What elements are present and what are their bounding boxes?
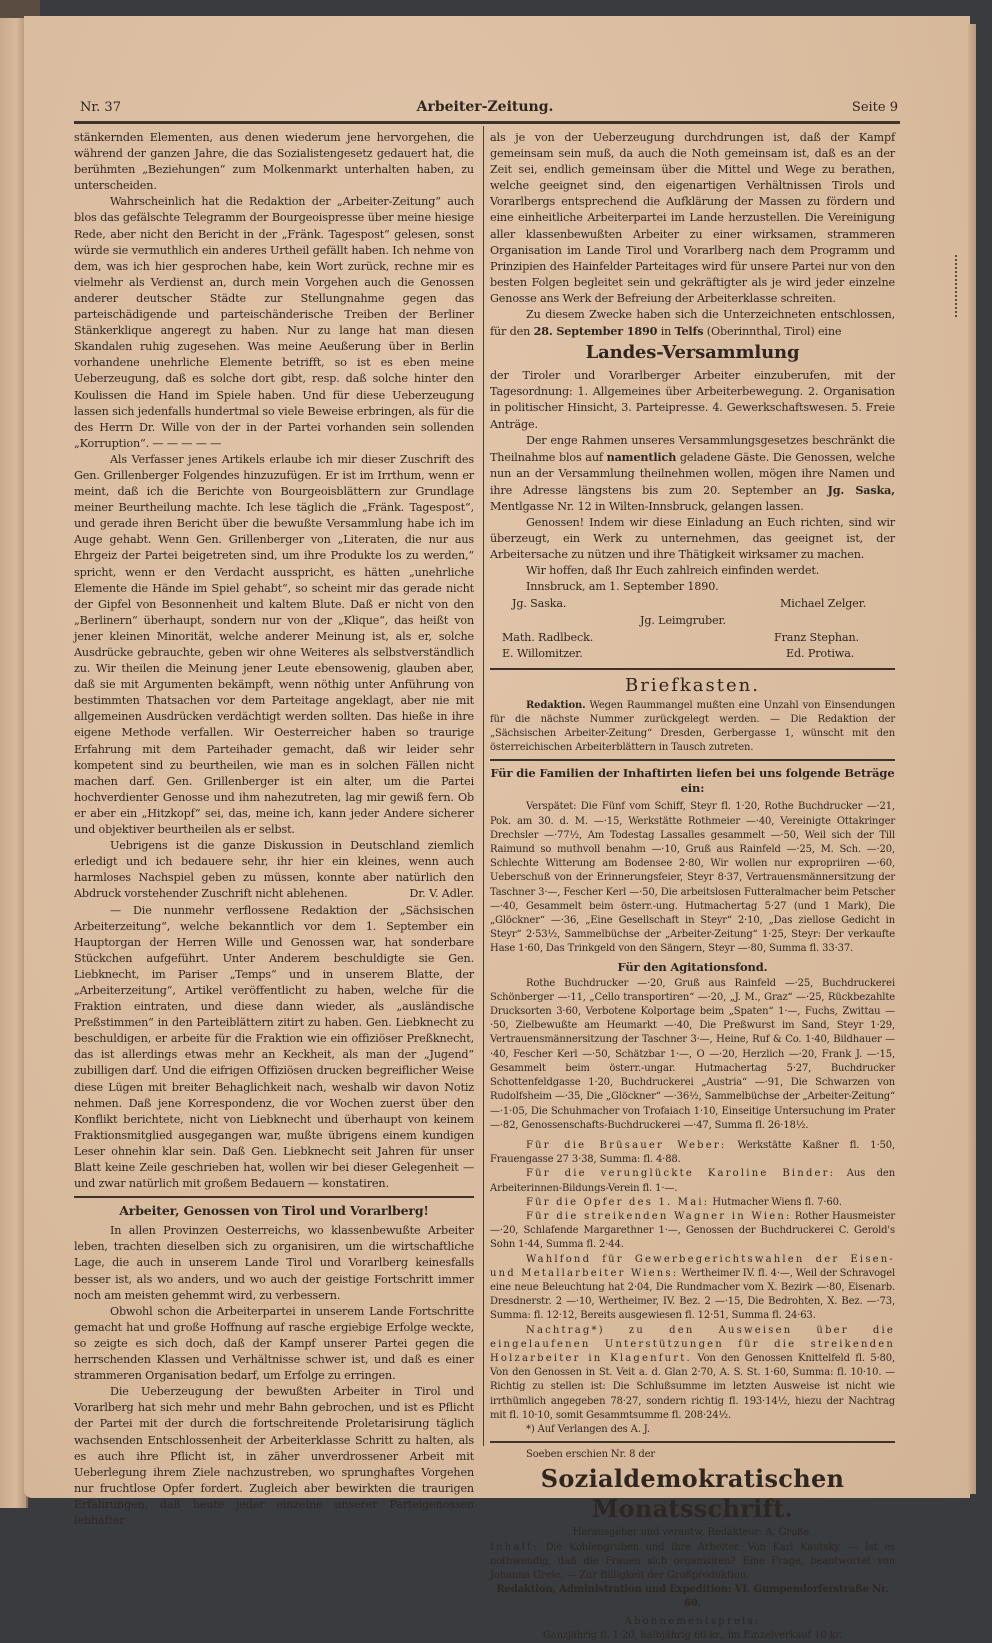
donation-entry: Für die Brüsauer Weber: Werkstätte Kaßner fl. 1·50, Frauengasse 27 3·38, Summa: fl. 4·88. <box>490 1139 895 1166</box>
participation-notice: Der enge Rahmen unseres Versammlungsgesetzes beschränkt die Theilnahme blos auf namentlich geladene Gäste. Die Genossen, welche nun an der Versammlung theilnehmen wollen, mögen ihre Namen und ihre Adresse längstens bis zum 20. September an Jg. Saska, Mentlgasse Nr. 12 in Wilten-Innsbruck, gelangen lassen. <box>490 433 896 513</box>
advert-editor: Herausgeber und verantw. Redakteur: A. Große. <box>572 1527 813 1539</box>
issue-number: Nr. 37 <box>80 100 121 115</box>
contact-name: Jg. Saska, <box>827 482 896 497</box>
advert-title: Sozialdemokratischen Monatsschrift. <box>540 1464 845 1524</box>
signatory: Ed. Protiwa. <box>786 646 855 660</box>
briefkasten-text: Redaktion. Wegen Raummangel mußten eine Unzahl von Einsendungen für die nächste Nummer zurückgelegt werden. — Die Redaktion der „Sächsischen Arbeiter-Zeitung“ Dresden, Gerbergasse 1, wünscht mit den österreichischen Arbeiterblättern in Tausch zutreten. <box>490 699 895 754</box>
article-paragraph: Wahrscheinlich hat die Redaktion der „Arbeiter-Zeitung“ auch blos das gefälschte Telegramm der Bourgeoispresse über meine hiesige Rede, aber nicht den Bericht in der „Fränk. Tagespost“ gelesen, sonst würde sie vermuthlich ein anderes Urtheil gefällt haben. Ich nehme von dem, was ich hier gesprochen habe, kein Wort zurück, rechne mir es vielmehr als Verdienst an, durch mein Vorgehen auch die Genossen anderer deutscher Städte zur Stellungnahme gegen das parteischädigende und parteischänderische Treiben der Berliner Stänkerklique angeregt zu haben. Nur zu lange hat man diesen Skandalen ruhig zugesehen. Was meine Aeußerung über in Berlin vorhandene unehrliche Elemente betrifft, so ist es eben meine Ueberzeugung, daß es solche dort gibt, resp. daß solche hinter den Koulissen die Hand im Spiele haben. Und für diese Ueberzeugung lassen sich jedenfalls hundertmal so viele Beweise erbringen, als für die des Herrn Dr. Wille von der in der Partei vorhanden sein sollenden „Korruption“. — — — — — <box>74 195 474 450</box>
families-heading: Für die Familien der Inhaftirten liefen bei uns folgende Beträge ein: <box>490 766 895 796</box>
donation-entry: Für die verunglückte Karoline Binder: Aus den Arbeiterinnen-Bildungs-Verein fl. 1·—. <box>490 1168 895 1194</box>
assembly-agenda: der Tiroler und Vorarlberger Arbeiter einzuberufen, mit der Tagesordnung: 1. Allgemeines über Arbeiterbewegung. 2. Organisation in politischer Hinsicht, 3. Parteipresse. 4. Gewerkschaftswesen. 5. Freie Anträge. <box>490 369 895 431</box>
section-rule <box>490 1441 895 1443</box>
margin-mark <box>955 255 961 317</box>
agitation-donations: Rothe Buchdrucker —·20, Gruß aus Rainfeld —·25, Buchdruckerei Schönberger —·11, „Cello transportiren“ —·20, „J. M., Graz“ —·25, Rückbezahlte Drucksorten 3·60, Verbotene Kolportage beim „Spaten“ 1·—, Fuchs, Zwittau —·50, Zielbewußte am Heumarkt —·40, Die Preßwurst im Sand, Steyr 1·29, Vertrauensmännersitzung der Taschner 3·—, Heine, Ruf & Co. 1·40, Bildhauer —·40, Fescher Kerl —·50, Schätzbar 1·—, O —·20, Herzlich —·20, Frank J. —·15, Gesammelt beim österr.-ungar. Hutmachertag 5·27, Buchdrucker Schottenfeldgasse 1·20, Buchdruckerei „Austria“ —·91, Die Schwarzen von Rudolfsheim —·35, Die „Glöckner“ —·36½, Sammelbüchse der „Arbeiter-Zeitung“ —·1·05, Die Schuhmacher von Trofaiach 1·10, Einseitige Untersuchung im Prater —·82, Genossenschafts-Buchdruckerei —·47, Summa fl. 26·18½. <box>490 977 895 1131</box>
hope-line: Wir hoffen, daß Ihr Euch zahlreich einfinden werdet. <box>526 564 820 578</box>
meeting-place: Telfs <box>674 324 704 339</box>
appeal-continued: als je von der Ueberzeugung durchdrungen ist, daß der Kampf gemeinsam sein muß, da auch die Noth gemeinsam ist, daß es an der Zeit sei, endlich gemeinsam über die Mittel und Wege zu berathen, welche geeignet sind, den eigenartigen Verhältnissen Tirols und Vorarlbergs entsprechend die Aufklärung der Massen zu fördern und eine einheitliche Arbeiterpartei im Lande herzustellen. Die Vereinigung aller klassenbewußten Arbeiter zu einer wirksamen, strammeren Organisation im Lande Tirol und Vorarlberg nach dem Programm und Prinzipien des Hainfelder Parteitages wird für unsere Partei nur von den besten Folgen begleitet sein und gekräftigter als je wird jeder einzelne Genosse ans Werk der Befreiung der Arbeiterklasse schreiten. <box>490 131 895 305</box>
donation-entry: Für die Opfer des 1. Mai: Hutmacher Wiens fl. 7·60. <box>526 1196 842 1208</box>
appeal-paragraph: In allen Provinzen Oesterreichs, wo klassenbewußte Arbeiter leben, trachten dieselben sich zu organisiren, um die wirtschaftliche Lage, die auch in unserem Lande Tirol und Vorarlberg keinesfalls besser ist, als wo anders, und wo auch der geistige Fortschritt immer noch am meisten gehemmt wird, zu verbessern. <box>74 1224 474 1302</box>
signatories <box>490 596 895 676</box>
article-paragraph: stänkernden Elementen, aus denen wiederum jene hervorgehen, die während der ganzen Jahre, die das Sozialistengesetz gedauert hat, die berühmten „Beziehungen“ zum Molkenmarkt unterhalten haben, zu unterscheiden. <box>74 131 474 193</box>
tirol-appeal-heading: Arbeiter, Genossen von Tirol und Vorarlberg! <box>119 1203 429 1219</box>
signatory: Franz Stephan. <box>774 630 859 644</box>
header-rule <box>74 121 900 124</box>
left-column <box>74 130 474 1529</box>
signatory: Jg. Leimgruber. <box>640 613 726 627</box>
meeting-announcement: Zu diesem Zwecke haben sich die Unterzeichneten entschlossen, für den 28. September 1890 in Telfs (Oberinnthal, Tirol) eine <box>490 308 895 339</box>
footnote: *) Auf Verlangen des A. J. <box>526 1423 650 1435</box>
place-date: Innsbruck, am 1. September 1890. <box>526 580 719 594</box>
signatory: Jg. Saska. <box>512 596 567 610</box>
appeal-closing: Genossen! Indem wir diese Einladung an Euch richten, sind wir überzeugt, ein Werk zu unternehmen, das geeignet ist, der Arbeitersache zu nützen und ihre Thätigkeit wirksamer zu machen. <box>490 516 895 562</box>
advert-intro: Soeben erschien Nr. 8 der <box>526 1449 656 1461</box>
article-paragraph: Als Verfasser jenes Artikels erlaube ich mir dieser Zuschrift des Gen. Grillenberger Folgendes hinzuzufügen. Er ist im Irrthum, wenn er meint, daß ich die Berichte von Bourgeoisblättern zur Grundlage meiner Beurtheilung machte. Ich lese täglich die „Fränk. Tagespost“, und gerade ihren Bericht über die bewußte Versammlung habe ich im Auge gehabt. Wenn Gen. Grillenberger von „Literaten, die nur aus Ehrgeiz der Partei beigetreten sind, um ihre Produkte los zu werden,“ spricht, wenn er den Verdacht ausspricht, es hätten „unehrliche Elemente die Hände im Spiel gehabt“, so scheint mir das gerade nicht der Gipfel von Besonnenheit und kaltem Blute. Daß er nicht von den „Berlinern“ überhaupt, sondern nur von der „Klique“, das heißt von jener kleinen Minorität, welche anderer Meinung ist, als er, solche Ausdrücke gebrauchte, geben wir ohne Weiteres als selbstverständlich zu. Wir theilen die Meinung jener Leute ebensowenig, glauben aber, daß sie mit Argumenten bekämpft, wenn nöthig unter Anführung von bestimmten Thatsachen vor dem Parteitage angeklagt, aber nie mit allgemeinen Ausdrücken verdächtigt werden sollten. Das hieße in ihre eigene Methode verfallen. Wir Oesterreicher haben so traurige Erfahrung mit dem Parteihader gemacht, daß wir leider sehr kompetent sind zu beurtheilen, wie man es in solchen Fällen nicht machen darf. Gen. Grillenberger ist ein alter, um die Partei hochverdienter Genosse und ihm nahezutreten, lag mir gewiß fern. Ob er aber ein „Hitzkopf“ sei, das, meine ich, kann jeder Andere sicherer und objektiver beurtheilen als er selbst. <box>74 452 474 837</box>
article-paragraph: — Die nunmehr verflossene Redaktion der „Sächsischen Arbeiterzeitung“, welche bekanntlich vor dem 1. September ein Hauptorgan der Herren Wille und Genossen war, hat sonderbare Stückchen aufgeführt. Unter Anderem beschuldigte sie Gen. Liebknecht, im Pariser „Temps“ und in unserem Blatte, der „Arbeiterzeitung“, Artikel veröffentlicht zu haben, welche für die Fraktion eintraten, und diese dann wieder, als „ausländische Preßstimmen“ in den Parteiblättern zitirt zu haben. Gen. Liebknecht zu beschuldigen, er arbeite für die Fraktion wie ein offiziöser Preßknecht, das ist allerdings etwas mehr an Keckheit, als man der „Jugend“ zubilligen darf. Und die eifrigen Offiziösen drucken begreiflicher Weise diese Lügen mit breiter Behaglichkeit nach, weshalb wir davon Notiz nehmen. Daß jene Korrespondenz, die vor Wochen zuerst über den Konflikt berichtete, nicht von Liebknecht und überhaupt von keinem Fraktionsmitglied ausgegangen war, mußte übrigens einem kundigen Leser ohnehin klar sein. Daß Gen. Liebknecht seit Jahren für unser Blatt keine Zeile geschrieben hat, wollen wir bei dieser Gelegenheit — und zwar natürlich mit großem Bedauern — konstatiren. <box>74 903 474 1191</box>
subscription-label: Abonnementspreis: <box>624 1615 761 1627</box>
section-rule <box>74 1196 474 1198</box>
section-rule <box>490 759 895 761</box>
donation-entry: Wahlfond für Gewerbegerichtswahlen der Eisen- und Metallarbeiter Wiens: Wertheimer IV. fl. 4·—, Weil der Schravogel eine neue Beleuchtung hat 2·04, Die Rundmacher vom X. Bezirk —·80, Eisenarb. Dresdnerstr. 2 —·10, Wertheimer, IV. Bez. 2 —·15, Die Bedrohten, X. Bez. —·73, Summa: fl. 12·12, Bereits ausgewiesen fl. 12·51, Summa fl. 24·63. <box>490 1253 896 1322</box>
advert-contents: Inhalt: Die Kohlengruben und ihre Arbeiter. Von Karl Kautsky. — Ist es nothwendig, daß die Frauen sich organisiren? Eine Frage, beantwortet von Johanna Greie. — Zur Billigkeit der Großproduktion. <box>490 1541 896 1581</box>
agitation-heading: Für den Agitationsfond. <box>617 959 768 974</box>
page-header <box>64 98 906 120</box>
subscription-price: Ganzjährig fl. 1·20, halbjährig 60 kr., im Einzelverkauf 10 kr. <box>542 1629 843 1641</box>
appeal-paragraph: Die Ueberzeugung der bewußten Arbeiter in Tirol und Vorarlberg hat sich mehr und mehr Bahn gebrochen, und ist es Pflicht der Partei mit der durch die fortschreitende Proletarisirung täglich wachsenden Entschlossenheit der Arbeiterklasse Schritt zu halten, als es auch ihre Pflicht ist, in zäher unverdrossener Arbeit mit Ueberlegung ihrem Ziele nachzustreben, wo sprunghaftes Vorgehen nur fruchtlose Opfer fordert. Zugleich aber bewirkten die traurigen Erfahrungen, daß heute jeder einzelne unserer Parteigenossen lebhafter <box>74 1385 474 1527</box>
appeal-paragraph: Obwohl schon die Arbeiterpartei in unserem Lande Fortschritte gemacht hat und große Hoffnung auf rasche ergiebige Erfolge weckte, so zeigte es sich doch, daß der Kampf unserer Partei gegen die herrschenden Klassen und Verhältnisse schwer ist, und daß es einer strammeren Organisation bedarf, um Erfolge zu erringen. <box>74 1304 474 1383</box>
donation-entry: Für die streikenden Wagner in Wien: Rother Hausmeister —·20, Schlafende Margarethner 1·—, Genossen der Buchdruckerei C. Gerold's Sohn 1·44, Summa fl. 2·44. <box>490 1210 896 1251</box>
page-stack-edge <box>968 24 976 1494</box>
column-divider <box>483 126 484 1446</box>
families-donations: Verspätet: Die Fünf vom Schiff, Steyr fl. 1·20, Rothe Buchdrucker —·21, Pok. am 30. d. M. —·15, Werkstätte Rothmeier —·40, Vereinigte Ottakringer Drechsler —·77½, Am Todestag Lassalles gesammelt —·50, Weil sich der Till Raimund so muthvoll benahm —·10, Gruß aus Rainfeld —·25, M. Sch. —·20, Schlechte Witterung am Bodensee 2·80, Wir wollen nur expropriiren —·60, Ueberschuß von der Erinnerungsfeier, Steyr 8·37, Vertrauensmännersitzung der Taschner 3·—, Fescher Kerl —·50, Die arbeitslosen Futteralmacher beim Petscher —·40, Gesammelt beim österr.-ung. Hutmachertag 5·27 (und 1 Mark), Die „Glöckner“ —·36, „Eine Gesellschaft in Steyr“ 2·10, „Das ziellose Gedicht in Steyr“ 2·53½, Sammelbüchse der „Arbeiter-Zeitung“ 1·25, Steyr: Der verkaufte Hase 1·60, Das Trinkgeld von den Sängern, Steyr —·80, Summa fl. 33·37. <box>490 801 895 955</box>
signatory: E. Willomitzer. <box>502 646 583 660</box>
donation-entry: Nachtrag*) zu den Ausweisen über die eingelaufenen Unterstützungen für die streikenden Holzarbeiter in Klagenfurt. Von den Genossen Knittelfeld fl. 5·80, Von den Genossen in St. Veit a. d. Glan 2·70, A. S. St. 1·60, Summa: fl. 10·10. — Richtig zu stellen ist: Die Schlußsumme im letzten Ausweise ist nicht wie irrthümlich angegeben 78·27, sondern richtig fl. 193·14½, hiezu der Nachtrag mit fl. 10·10, somit Gesammtsumme fl. 208·24½. <box>490 1324 896 1421</box>
signatory: Math. Radlbeck. <box>502 630 594 644</box>
meeting-date: 28. September 1890 <box>533 324 658 339</box>
author-signature: Dr. V. Adler. <box>409 887 474 901</box>
newspaper-title: Arbeiter-Zeitung. <box>416 99 554 115</box>
article-paragraph: Uebrigens ist die ganze Diskussion in Deutschland ziemlich erledigt und ich bedauere sehr, ihr hier ein kleines, wenn auch harmloses Nachspiel geben zu müssen, konnte aber natürlich den Abdruck vorstehender Zuschrift nicht ablehenen. Dr. V. Adler. <box>74 838 474 902</box>
assembly-heading: Landes-Versammlung <box>585 342 800 364</box>
signatory: Michael Zelger. <box>780 596 867 610</box>
right-column <box>490 130 895 1643</box>
briefkasten-heading: Briefkasten. <box>625 674 760 696</box>
page-number: Seite 9 <box>851 100 898 115</box>
advert-address: Redaktion, Administration und Expedition: VI. Gumpendorferstraße Nr. 60. <box>496 1584 889 1610</box>
